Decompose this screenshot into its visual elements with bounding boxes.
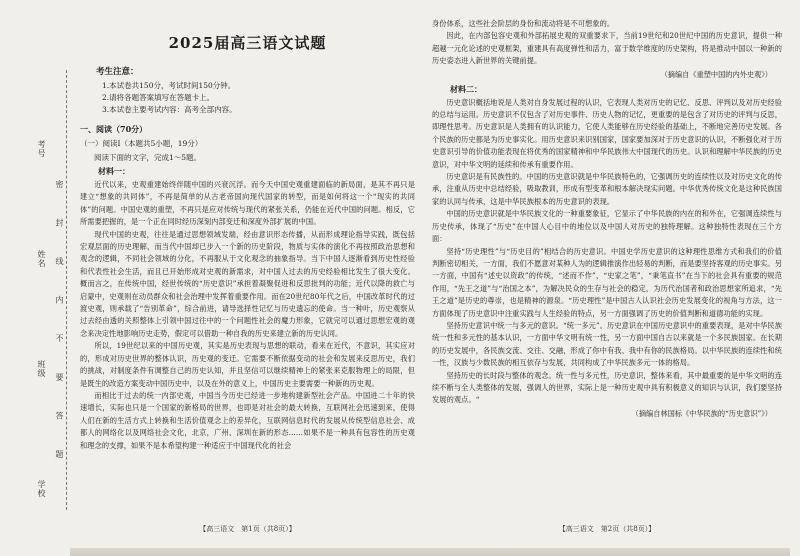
notice-heading: 考生注意：	[96, 67, 139, 77]
paragraph: 坚持历史意识中统一与多元的意识。“统一多元”。历史意识在中国历史意识中的重要表现，是对中华民族统一性和多元性的基本认识，一方面中华文明有统一性，另一方面中国自古以来就是一个多民族国家。在长期的历史发展中，各民族交流、交往、交融，形成了你中有我、我中有你的民族格局。以中华民族的连续性和统一性，汉族与少数民族的相互依存与发展，共同构成了中华民族多元一体的格局。	[432, 320, 782, 368]
page-2	[432, 18, 782, 538]
exam-title: 2025届高三语文试题	[168, 34, 327, 52]
binding-strip	[6, 60, 66, 520]
material-two-label: 材料二：	[450, 83, 482, 94]
paragraph: 所以，19世纪以来的中国历史观，其实是历史表现与思想的联动，看来在近代，不意识，其实应对的，形成对历史世界的整体认识，历史观的变迁。它需要不断依据变动的社会和发展来反思历史，我们的挑战，对制度条件有调整自己的历史认知，并且坚信可以继续精神上的紧张来克服物理上的局限，但是既生的改造方案变动中国历史中，以及在外的意义上，中国历史主要需要一种新的历史观。	[80, 341, 415, 388]
paragraph: 现代中国的史观，往往是通过思想领域发端，经由意识形态传播，从而形成理论指导实践，既包括宏观层面的历史理解，而当代中国却已步入一个新的历史阶段，物质与实体的演化不再按照政治思想和观念的逻辑，不同社会领域的分化，不再服从于文化观念的抽象指导。当下中国人逐渐看到历史性经验和代表性社会生活，而且已开始形成对史观的新需求，对中国人过去的历史经验相比发生了很大变化。概而言之，在传统中国，经世传统的“历史意识”承担着凝聚促进和反思批判的功能；近代以降的救亡与启蒙中，史观则在动员群众和社会治理中发挥着重要作用。而在20世纪80年代之后，中国改革时代的过渡史观，则承载了“告别革命”，综合前进，请导选择性记忆与历史遗忘的使命。当一种叶，历史观察从过去经由透的关照整体上引领中国过往中的一个问题性社会的魔力形象，它就完可以通过思想宏观的观念来决定性地影响历史走势，假定可以借助一种自我的历史来建立新的历史认同。	[80, 229, 415, 338]
page-footer: 【高三语文 第1页（共8页）】	[199, 525, 296, 533]
paragraph: 历史意识概括地说是人类对自身发展过程的认识，它表现人类对历史的记忆、反思、评判以及对历史经验的总结与运用。历史意识不仅包含了对历史事件、历史人物的记忆，更重要的是包含了对历史的评判与反思，即理性思考。历史意识是人类拥有的认识能力，它使人类能够在历史经验的基础上，不断地完善历史发展。各个民族的历史都是为历史事实化。用历史意识来识别国家，国家要加深对于历史意识的认识，不断强化对于历史意识引导的价值功能表现在将优秀的国家精神和中华民族伟大中国现代的历史。认识和理解中华民族的历史意识，对中华文明的延续和传承有重要作用。	[432, 97, 782, 169]
source-citation: （摘编自林国标《中华民族的“历史意识”》）	[631, 408, 772, 418]
page-footer: 【高三语文 第2页（共8页）】	[558, 525, 656, 533]
material-one-label: 材料一：	[98, 166, 130, 176]
name-label: 姓名	[37, 250, 46, 268]
page-fold-edge	[70, 548, 790, 556]
class-label: 班级	[37, 360, 46, 378]
paragraph: 坚持“历史理性”与“历史目的”相结合的历史意识。中国史学历史意识的这种理性思维方式和我们的价值判断密切相关，一方面，我们不愿意对某种人为的逻辑推演作出轻易的判断，而是要坚持客观的历史事实。另一方面，中国有“述史以资政”的传统，“述而不作”，“史家之笔”，“秉笔直书”在当下的社会具有重要的规范作用，“先王之道”与“治国之本”，为解决民众的生存与社会的稳定，为历代治国者和政治思想家所追求，“先王之道”是历史的尊崇，也是精神的源泉。“历史理性”是中国古人认识社会历史发展变化的视角与方法，这一方面体现了历史意识中注重实践与人生经验的特点，另一方面强调了历史的价值判断和道德功能的实现。	[432, 246, 782, 318]
paragraph: 近代以来，史观重建始终伴随中国的兴衰沉浮。而今天中国史观重建面临的新局面，是其不再只是建立“想象的共同体”，不再是简单的从古老帝国向现代国家的转型，而是如何将这一个“现实的共同体”的问题。中国史观的重塑，不再只是应对传统与现代的紧张关系，仍能在近代中国的问题。相反，它所需要把握的，是一个正在同时经历深刻内部变迁和深度外部扩展的中国。	[80, 180, 415, 227]
seal-warning: 密 封 线 内 不 要 答 题	[55, 180, 64, 472]
page-1	[80, 18, 415, 538]
instruction-text: 阅读下面的文字，完成1～5题。	[94, 153, 202, 162]
notice-item: 1.本试卷共150分，考试时间150分钟。	[102, 81, 236, 90]
paragraph: 身份体系，这些社会阶层的身份和流动将是不可想象的。	[432, 19, 615, 28]
notice-item: 3.本试卷主要考试内容：高考全部内容。	[102, 105, 237, 114]
notice-item: 2.请将各题答案填写在答题卡上。	[102, 93, 215, 102]
exam-no-label: 考号	[37, 140, 46, 158]
paragraph: 坚持历史的长时段与整体的观念。统一性与多元性，历史意识，整体来看，其中最重要的是中华文明的连续不断与全人类整体的发展，强调人的世界，实际上是一种历史观中具有积极意义的知识与认识，我们要坚持发展的观点。“	[432, 370, 782, 405]
paragraph: 而相比于过去的统一内部史观，中国当今历史已经进一步地构建新型社会产品。中国进二十年的快速增长，实际也只是一个国家的新格局的世界，也即是对社会的最大转换，互联网社会迅速到来，使得人们在新的生活方式上转换和生活价值观念上的差异化，互联网信息时代的发展从传统型信息社会、成都人的网络化以及网络社会文化，北京，广州、深圳在新的形态……如果不是一种具有包容性的历史观和理念的支撑，如果不是本希望构建一种适应于中国现代化的社会	[80, 390, 415, 450]
subsection-heading: （一）阅读Ⅰ（本题共5小题，19分）	[80, 139, 203, 148]
source-citation: （摘编自《重塑中国的内外史观》）	[660, 69, 772, 79]
school-label: 学校	[37, 480, 46, 498]
section-heading: 一、阅读（70分）	[80, 124, 148, 134]
paragraph: 因此，在内部包容史观和外部拓展史观的双重要求下，当前19世纪和20世纪中国的历史意识，提供一种超越一元化论述的史观框架，重建具有高度弹性和活力，富于数学维度的历史架构，将是推动中国以一种新的历史姿态进入新世界的关键前提。	[432, 31, 782, 66]
paragraph: 历史意识是有民族性的。中国的历史意识就是中华民族特色的，它强调历史的连续性以及对历史文化的传承，注重从历史中总结经验，吸取教训，形成有型变革和根本解决现实问题。中华优秀传统文化是这种民族国家的认同与传承，这是中华民族根本的历史意识的表现。	[432, 172, 782, 206]
paragraph: 中国的历史意识就是中华民族文化的一种重要象征，它显示了中华民族的内在的和外在，它强调连续性与历史传承，体现了“历史”在中国人心目中的地位以及中国人对历史的独特理解。这种独特性表现在三个方面：	[432, 209, 782, 244]
seal-dashed-line	[66, 70, 67, 510]
